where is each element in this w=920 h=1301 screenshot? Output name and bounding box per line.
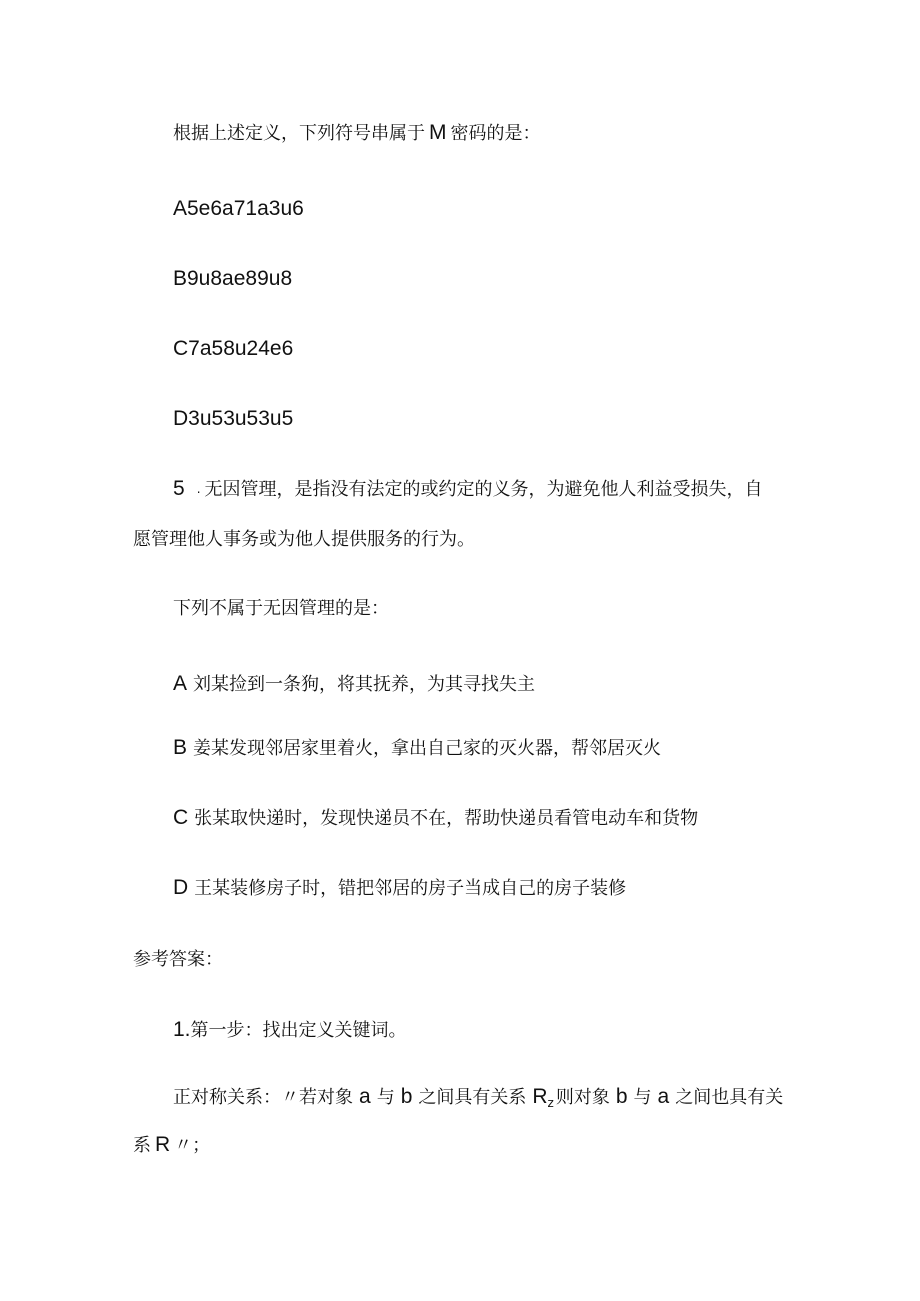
- q4-option-c: C7a58u24e6: [173, 337, 294, 360]
- answers-heading: 参考答案：: [133, 949, 223, 970]
- q4-option-a: A5e6a71a3u6: [173, 197, 304, 220]
- q5-question: 下列不属于无因管理的是：: [173, 598, 389, 619]
- q5-option-c-letter: C: [173, 806, 189, 829]
- q5-option-b-letter: B: [173, 736, 188, 759]
- q4-stem-text: 根据上述定义，下列符号串属于: [173, 123, 425, 144]
- def-line1-var-b: b: [400, 1085, 413, 1108]
- q5-option-c-text: 张某取快递时，发现快递员不在，帮助快递员看管电动车和货物: [194, 808, 699, 829]
- def-line1-part-e: 与: [633, 1087, 652, 1108]
- def-line1-var-a: a: [359, 1085, 371, 1108]
- def-line1-relation-sub: z: [547, 1096, 554, 1110]
- q5-definition-text1: 无因管理，是指没有法定的或约定的义务，为避免他人利益受损失，自: [204, 479, 763, 500]
- def-line1-part-d: 则对象: [555, 1087, 610, 1108]
- def-line2-part-b: 〃；: [174, 1135, 211, 1156]
- def-line1-part-a: 正对称关系：〃若对象: [173, 1087, 353, 1108]
- def-line1-relation-r: R: [532, 1085, 548, 1108]
- q4-stem: [173, 121, 541, 146]
- answer-definition-line2: [133, 1133, 210, 1158]
- answer-step1-number: 1.: [173, 1018, 191, 1041]
- q4-stem-letter: M: [429, 121, 447, 144]
- q5-option-b-text: 姜某发现邻居家里着火，拿出自己家的灭火器，帮邻居灭火: [193, 738, 662, 759]
- q4-stem-tail: 密码的是：: [450, 123, 541, 144]
- def-line1-var-a2: a: [657, 1085, 670, 1108]
- def-line1-var-b2: b: [615, 1085, 628, 1108]
- q5-option-d-letter: D: [173, 876, 189, 899]
- def-line2-part-a: 系: [133, 1135, 151, 1156]
- answer-definition-line1: [173, 1085, 783, 1115]
- q5-definition-line1: [173, 477, 763, 502]
- answer-step1-text: 第一步：找出定义关键词。: [190, 1020, 407, 1041]
- def-line1-part-b: 与: [376, 1087, 395, 1108]
- def-line1-part-c: 之间具有关系: [418, 1087, 527, 1108]
- q5-dot: .: [196, 482, 201, 496]
- q4-option-b: B9u8ae89u8: [173, 267, 293, 290]
- q4-option-d: D3u53u53u5: [173, 407, 294, 430]
- q5-option-a-letter: A: [173, 672, 188, 695]
- def-line1-part-f: 之间也具有关: [675, 1087, 784, 1108]
- q5-option-c: [173, 806, 698, 831]
- def-line2-relation-r: R: [155, 1133, 171, 1156]
- q5-definition-line2: 愿管理他人事务或为他人提供服务的行为。: [133, 529, 475, 550]
- q5-option-a-text: 刘某捡到一条狗，将其抚养，为其寻找失主: [193, 674, 536, 695]
- q5-option-d-text: 王某装修房子时，错把邻居的房子当成自己的房子装修: [194, 878, 627, 899]
- answer-step1: [173, 1018, 407, 1043]
- q5-option-a: [173, 672, 535, 697]
- q5-option-b: [173, 736, 661, 761]
- q5-number: 5: [173, 477, 185, 500]
- q5-option-d: [173, 876, 626, 901]
